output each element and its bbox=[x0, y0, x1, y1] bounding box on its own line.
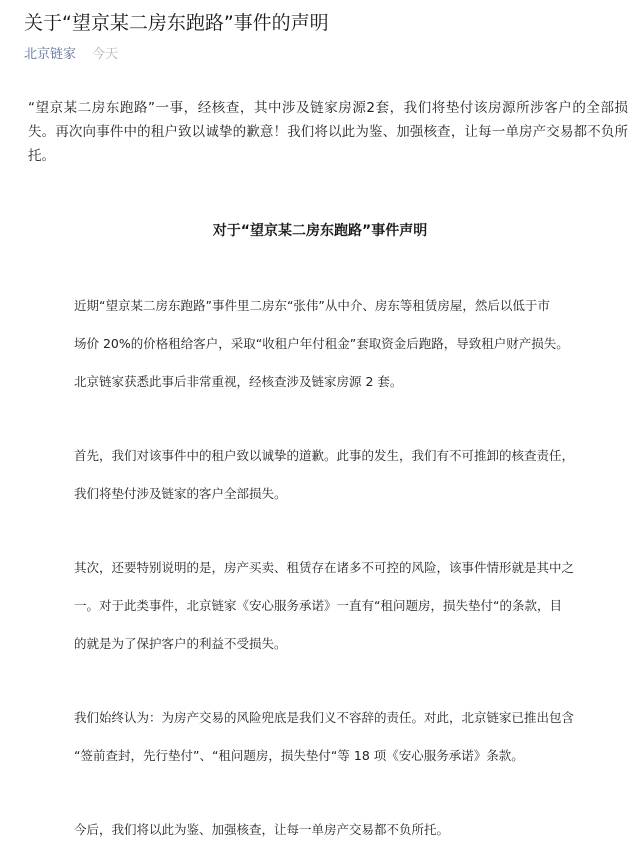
statement-paragraph-2 bbox=[74, 437, 584, 513]
paragraph-line: 北京链家获悉此事后非常重视，经核查涉及链家房源 2 套。 bbox=[74, 374, 403, 389]
article-meta bbox=[24, 46, 118, 64]
statement-paragraph-5 bbox=[74, 811, 584, 849]
statement-title: 对于“望京某二房东跑路”事件声明 bbox=[212, 223, 428, 239]
account-name-link[interactable]: 北京链家 bbox=[24, 47, 77, 62]
statement-paragraph-3 bbox=[74, 549, 584, 663]
paragraph-line: “签前查封，先行垫付”、“租问题房，损失垫付“等 18 项《安心服务承诺》条款。 bbox=[74, 748, 524, 763]
paragraph-line: 我们将垫付涉及链家的客户全部损失。 bbox=[74, 486, 287, 501]
article-title: 关于“望京某二房东跑路”事件的声明 bbox=[24, 12, 329, 34]
paragraph-line: 其次，还要特别说明的是，房产买卖、租赁存在诸多不可控的风险，该事件情形就是其中之 bbox=[74, 560, 575, 575]
paragraph-line: 近期“望京某二房东跑路”事件里二房东“张伟”从中介、房东等租赁房屋，然后以低于市 bbox=[74, 298, 550, 313]
paragraph-line: 我们始终认为：为房产交易的风险兜底是我们义不容辞的责任。对此，北京链家已推出包含 bbox=[74, 710, 575, 725]
paragraph-line: 一。对于此类事件，北京链家《安心服务承诺》一直有“租问题房，损失垫付“的条款，目 bbox=[74, 598, 562, 613]
paragraph-line: 场价 20%的价格租给客户，采取“收租户年付租金”套取资金后跑路，导致租户财产损失。 bbox=[74, 336, 569, 351]
publish-date: 今天 bbox=[92, 47, 119, 62]
paragraph-line: 今后，我们将以此为鉴、加强核查，让每一单房产交易都不负所托。 bbox=[74, 822, 450, 837]
paragraph-line: 首先，我们对该事件中的租户致以诚挚的道歉。此事的发生，我们有不可推卸的核查责任， bbox=[74, 448, 575, 463]
statement-paragraph-1 bbox=[74, 287, 584, 401]
paragraph-line: 的就是为了保护客户的利益不受损失。 bbox=[74, 636, 287, 651]
summary-paragraph: “望京某二房东跑路”一事，经核查，其中涉及链家房源2套，我们将垫付该房源所涉客户的全部损失。再次向事件中的租户致以诚挚的歉意！我们将以此为鉴、加强核查，让每一单房产交易都不负所托。 bbox=[28, 100, 628, 164]
statement-paragraph-4 bbox=[74, 699, 584, 775]
